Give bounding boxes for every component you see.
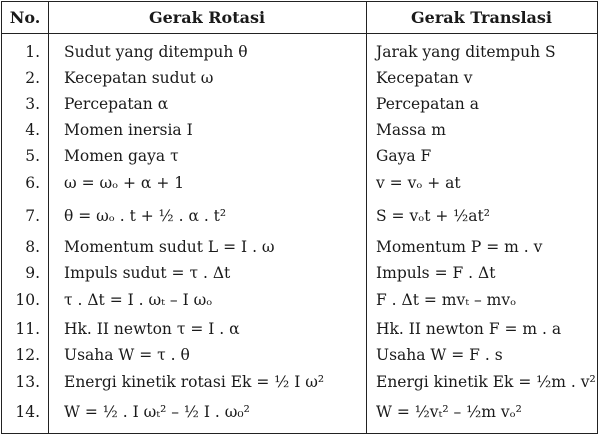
row-number: 13. — [15, 373, 40, 391]
table-row — [2, 171, 597, 196]
header-gerak-translasi: Gerak Translasi — [410, 8, 552, 27]
translasi-cell: Usaha W = F . s — [376, 346, 503, 364]
row-number: 5. — [25, 147, 40, 165]
rotasi-cell: Usaha W = τ . θ — [64, 346, 190, 364]
translasi-cell: Energi kinetik Ek = ½m . v² — [376, 373, 596, 391]
translasi-cell: F . Δt = mvₜ – mvₒ — [376, 291, 517, 309]
rotasi-cell: Kecepatan sudut ω — [64, 69, 214, 87]
translasi-cell: Hk. II newton F = m . a — [376, 320, 562, 338]
rotasi-cell: Momen inersia I — [64, 121, 193, 139]
rotasi-cell: Energi kinetik rotasi Ek = ½ I ω² — [64, 373, 325, 391]
rotasi-cell: Sudut yang ditempuh θ — [64, 43, 248, 61]
row-number: 2. — [25, 69, 40, 87]
translasi-cell: Impuls = F . Δt — [376, 264, 496, 282]
row-number: 4. — [25, 121, 40, 139]
table-row — [2, 288, 597, 313]
translasi-cell: Jarak yang ditempuh S — [376, 43, 556, 61]
rotasi-cell: W = ½ . I ωₜ² – ½ I . ω₀² — [64, 403, 250, 421]
translasi-cell: v = vₒ + at — [376, 174, 461, 192]
rotasi-cell: Momen gaya τ — [64, 147, 179, 165]
comparison-table — [1, 1, 598, 434]
row-number: 9. — [25, 264, 40, 282]
translasi-cell: Massa m — [376, 121, 446, 139]
table-row — [2, 66, 597, 91]
header-no: No. — [9, 8, 41, 27]
row-number: 6. — [25, 174, 40, 192]
table-header — [2, 2, 597, 34]
table-row — [2, 317, 597, 342]
header-gerak-rotasi: Gerak Rotasi — [148, 8, 266, 27]
table-row — [2, 400, 597, 425]
rotasi-cell: Momentum sudut L = I . ω — [64, 238, 275, 256]
table-row — [2, 261, 597, 286]
table-row — [2, 343, 597, 368]
translasi-cell: Kecepatan v — [376, 69, 473, 87]
row-number: 1. — [25, 43, 40, 61]
row-number: 14. — [15, 403, 40, 421]
rotasi-cell: ω = ωₒ + α + 1 — [64, 174, 185, 192]
table-row — [2, 235, 597, 260]
translasi-cell: Momentum P = m . v — [376, 238, 543, 256]
translasi-cell: W = ½vₜ² – ½m vₒ² — [376, 403, 522, 421]
row-number: 8. — [25, 238, 40, 256]
table-row — [2, 370, 597, 395]
table-row — [2, 204, 597, 229]
row-number: 12. — [15, 346, 40, 364]
rotasi-cell: Hk. II newton τ = I . α — [64, 320, 240, 338]
table-row — [2, 92, 597, 117]
row-number: 11. — [15, 320, 40, 338]
translasi-cell: Percepatan a — [376, 95, 479, 113]
table-row — [2, 40, 597, 65]
table-row — [2, 144, 597, 169]
table-row — [2, 118, 597, 143]
rotasi-cell: Percepatan α — [64, 95, 169, 113]
rotasi-cell: Impuls sudut = τ . Δt — [64, 264, 231, 282]
row-number: 3. — [25, 95, 40, 113]
rotasi-cell: τ . Δt = I . ωₜ – I ωₒ — [64, 291, 213, 309]
row-number: 7. — [25, 207, 40, 225]
translasi-cell: S = vₒt + ½at² — [376, 207, 490, 225]
rotasi-cell: θ = ωₒ . t + ½ . α . t² — [64, 207, 227, 225]
translasi-cell: Gaya F — [376, 147, 432, 165]
row-number: 10. — [15, 291, 40, 309]
